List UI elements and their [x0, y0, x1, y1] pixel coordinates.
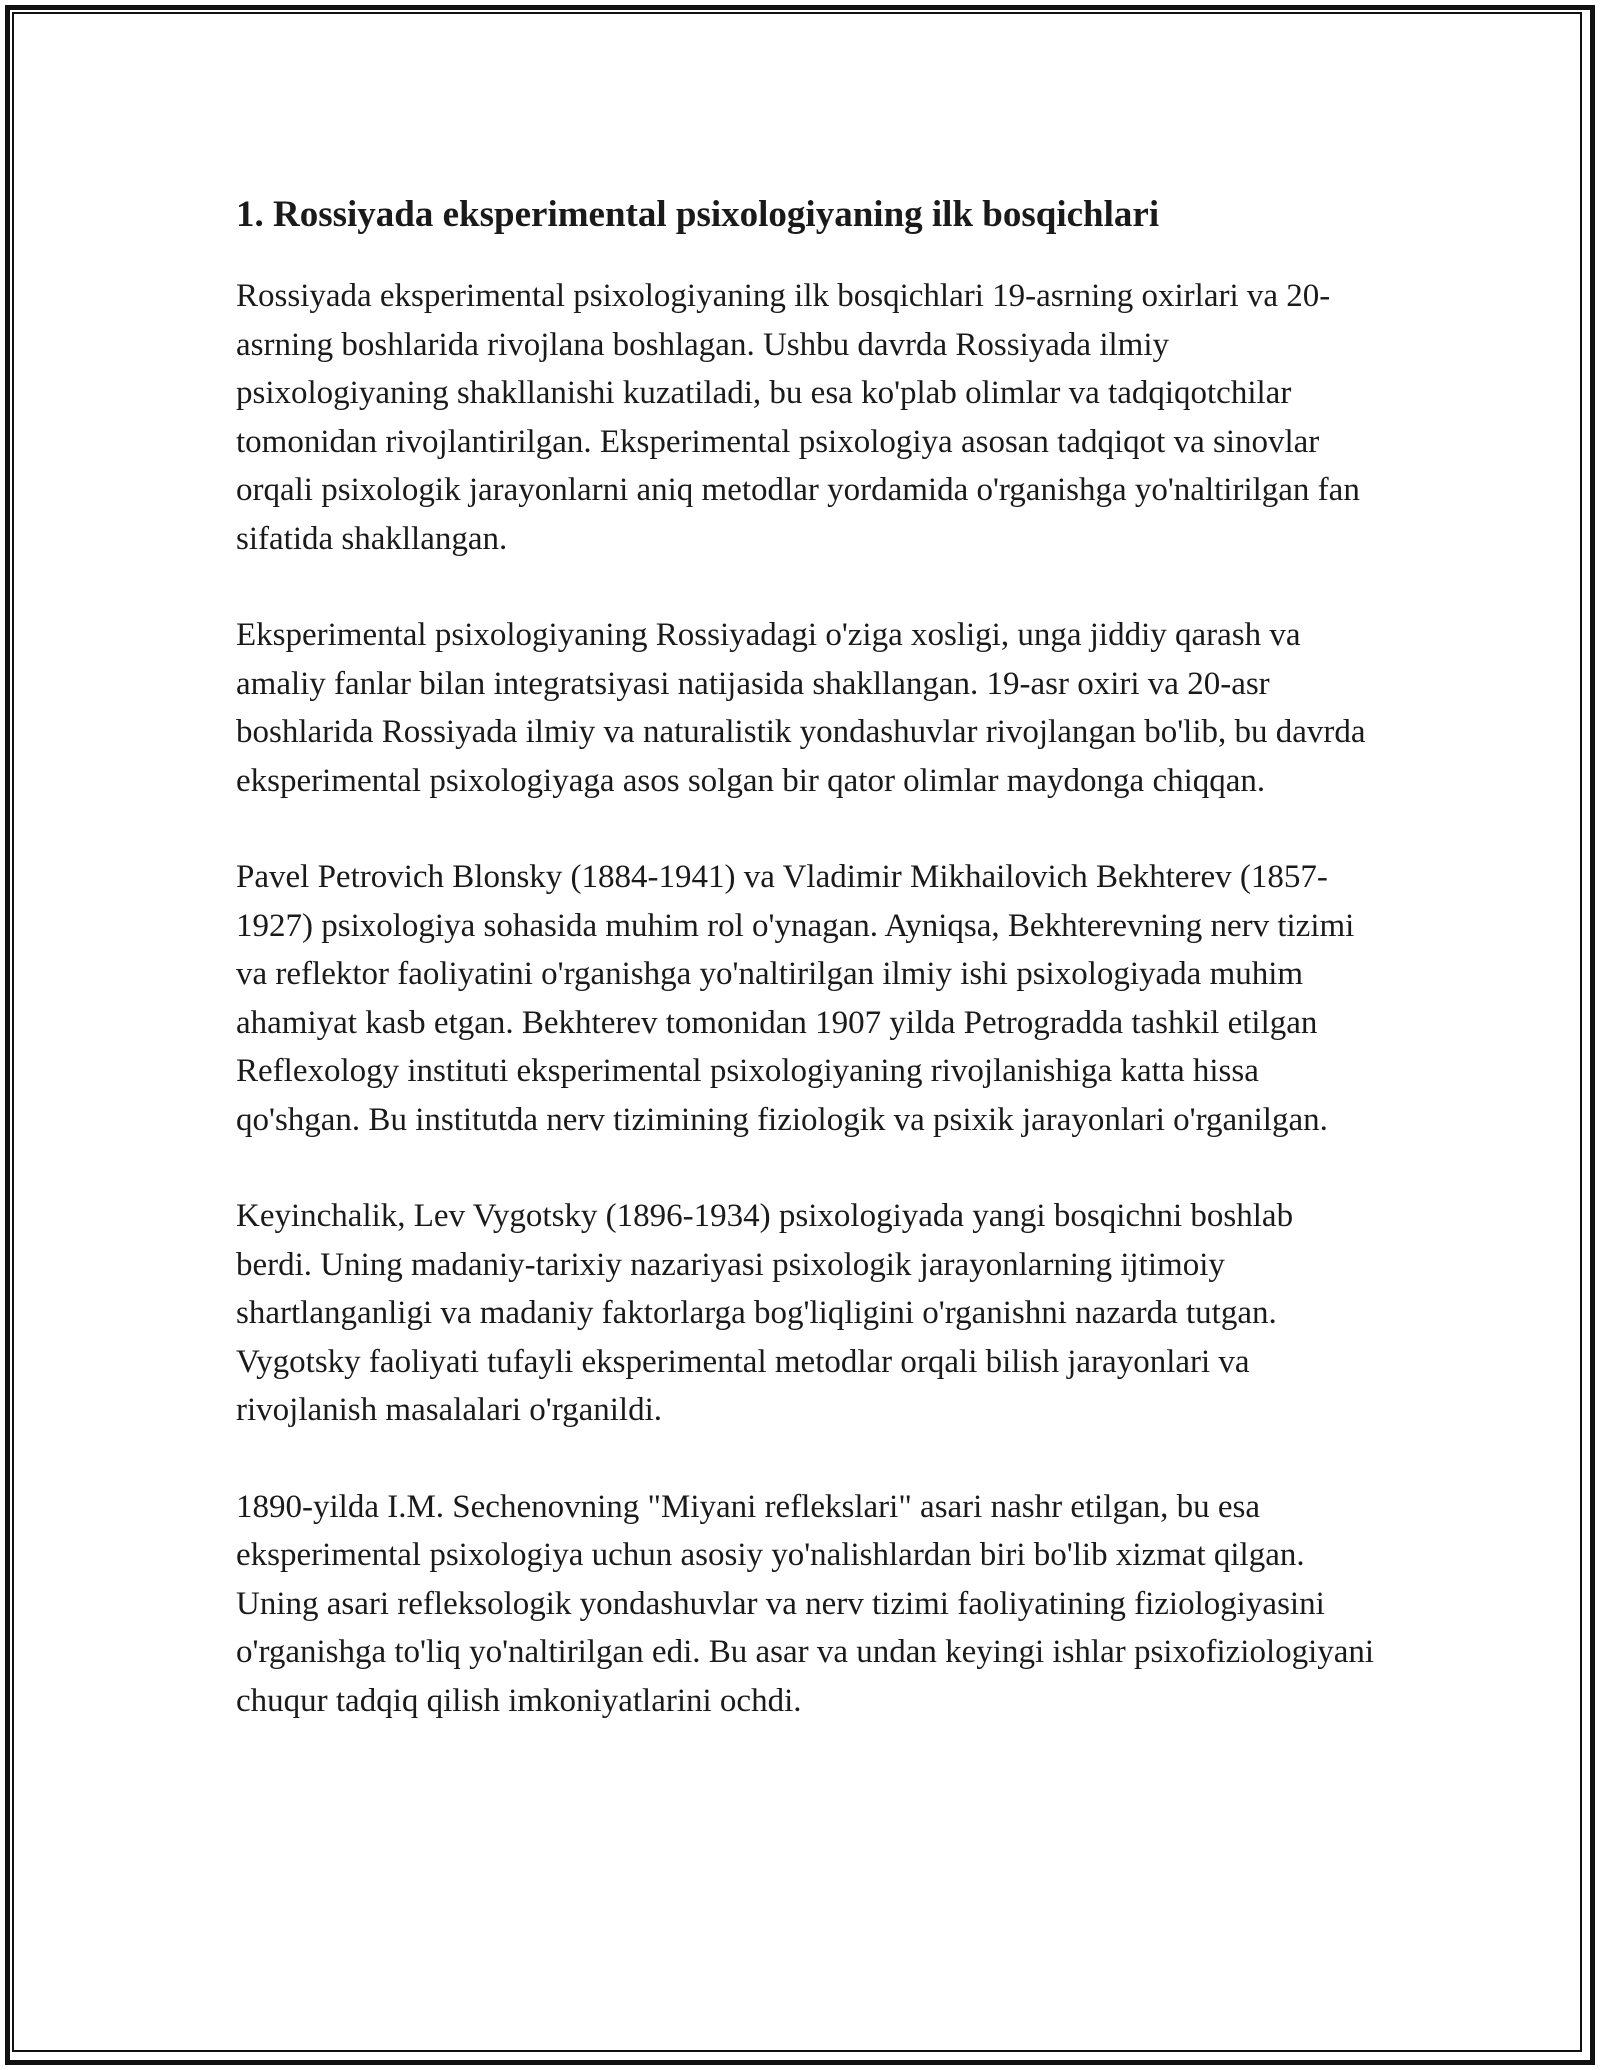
paragraph-2: Eksperimental psixologiyaning Rossiyadagi o'ziga xosligi, unga jiddiy qarash va amaliy fanlar bilan integratsiyasi natijasida shakllangan. 19-asr oxiri va 20-asr boshlarida Rossiyada ilmiy va naturalistik yondashuvlar rivojlangan bo'lib, bu davrda eksperimental psixologiyaga asos solgan bir qator olimlar maydonga chiqqan. — [236, 617, 1366, 799]
paragraph-1: Rossiyada eksperimental psixologiyaning ilk bosqichlari 19-asrning oxirlari va 20-asrning boshlarida rivojlana boshlagan. Ushbu davrda Rossiyada ilmiy psixologiyaning shakllanishi kuzatiladi, bu esa ko'plab olimlar va tadqiqotchilar tomonidan rivojlantirilgan. Eksperimental psixologiya asosan tadqiqot va sinovlar orqali psixologik jarayonlarni aniq metodlar yordamida o'rganishga yo'naltirilgan fan sifatida shakllangan. — [236, 278, 1360, 557]
document-body — [236, 186, 1376, 1773]
paragraph-4: Keyinchalik, Lev Vygotsky (1896-1934) psixologiyada yangi bosqichni boshlab berdi. Uning madaniy-tarixiy nazariyasi psixologik jarayonlarning ijtimoiy shartlanganligi va madaniy faktorlarga bog'liqligini o'rganishni nazarda tutgan. Vygotsky faoliyati tufayli eksperimental metodlar orqali bilish jarayonlari va rivojlanish masalalari o'rganildi. — [236, 1198, 1294, 1428]
paragraph-5: 1890-yilda I.M. Sechenovning "Miyani reflekslari" asari nashr etilgan, bu esa eksperimental psixologiya uchun asosiy yo'nalishlardan biri bo'lib xizmat qilgan. Uning asari refleksologik yondashuvlar va nerv tizimi faoliyatining fiziologiyasini o'rganishga to'liq yo'naltirilgan edi. Bu asar va undan keyingi ishlar psixofiziologiyani chuqur tadqiq qilish imkoniyatlarini ochdi. — [236, 1488, 1375, 1719]
paragraph-3: Pavel Petrovich Blonsky (1884-1941) va Vladimir Mikhailovich Bekhterev (1857-1927) psixologiya sohasida muhim rol o'ynagan. Ayniqsa, Bekhterevning nerv tizimi va reflektor faoliyatini o'rganishga yo'naltirilgan ilmiy ishi psixologiyada muhim ahamiyat kasb etgan. Bekhterev tomonidan 1907 yilda Petrogradda tashkil etilgan Reflexology instituti eksperimental psixologiyaning rivojlanishiga katta hissa qo'shgan. Bu institutda nerv tizimining fiziologik va psixik jarayonlari o'rganilgan. — [236, 859, 1355, 1138]
section-heading: 1. Rossiyada eksperimental psixologiyaning ilk bosqichlari — [236, 194, 1160, 235]
